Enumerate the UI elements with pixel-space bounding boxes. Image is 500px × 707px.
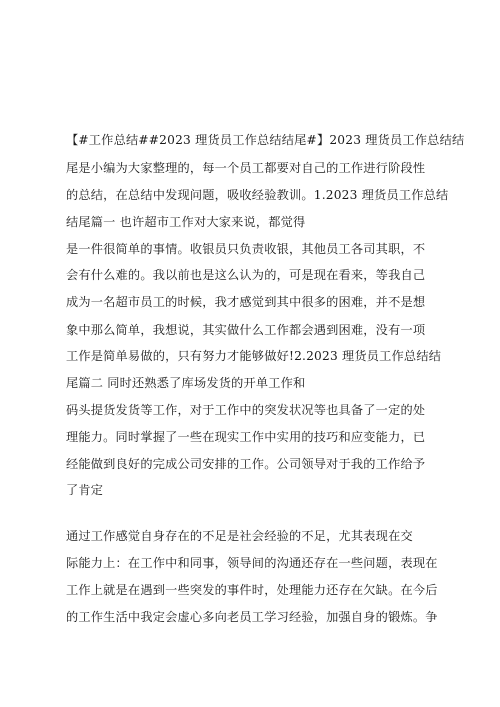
text-line: 尾篇二 同时还熟悉了库场发货的开单工作和 <box>66 376 306 390</box>
text-line: 通过工作感觉自身存在的不足是社会经验的不足，尤其表现在交 <box>66 529 413 543</box>
text-line: 的总结，在总结中发现问题，吸收经验教训。1.2023 理货员工作总结 <box>66 188 449 202</box>
text-line: 工作上就是在遇到一些突发的事件时，处理能力还存在欠缺。在今后 <box>66 583 438 597</box>
text-line: 码头提货发货等工作，对于工作中的突发状况等也具备了一定的处 <box>66 403 426 417</box>
text-line: 经能做到良好的完成公司安排的工作。公司领导对于我的工作给予 <box>66 457 426 471</box>
text-line: 会有什么难的。我以前也是这么认为的，可是现在看来，等我自己 <box>66 268 426 282</box>
text-line: 【#工作总结##2023 理货员工作总结结尾#】2023 理货员工作总结结 <box>66 133 465 147</box>
text-line: 结尾篇一 也许超市工作对大家来说，都觉得 <box>66 215 306 229</box>
text-line: 象中那么简单，我想说，其实做什么工作都会遇到困难，没有一项 <box>66 323 426 337</box>
text-line: 成为一名超市员工的时候，我才感觉到其中很多的困难，并不是想 <box>66 295 426 309</box>
text-line: 工作是简单易做的，只有努力才能够做好!2.2023 理货员工作总结结 <box>66 349 442 363</box>
text-line: 的工作生活中我定会虚心多向老员工学习经验，加强自身的锻炼。争 <box>66 610 438 624</box>
text-line: 了肯定 <box>66 483 104 497</box>
text-line: 际能力上：在工作中和同事，领导间的沟通还存在一些问题，表现在 <box>66 556 438 570</box>
text-line: 尾是小编为大家整理的，每一个员工都要对自己的工作进行阶段性 <box>66 161 426 175</box>
text-line: 是一件很简单的事情。收银员只负责收银，其他员工各司其职，不 <box>66 242 426 256</box>
text-line: 理能力。同时掌握了一些在现实工作中实用的技巧和应变能力，已 <box>66 430 426 444</box>
